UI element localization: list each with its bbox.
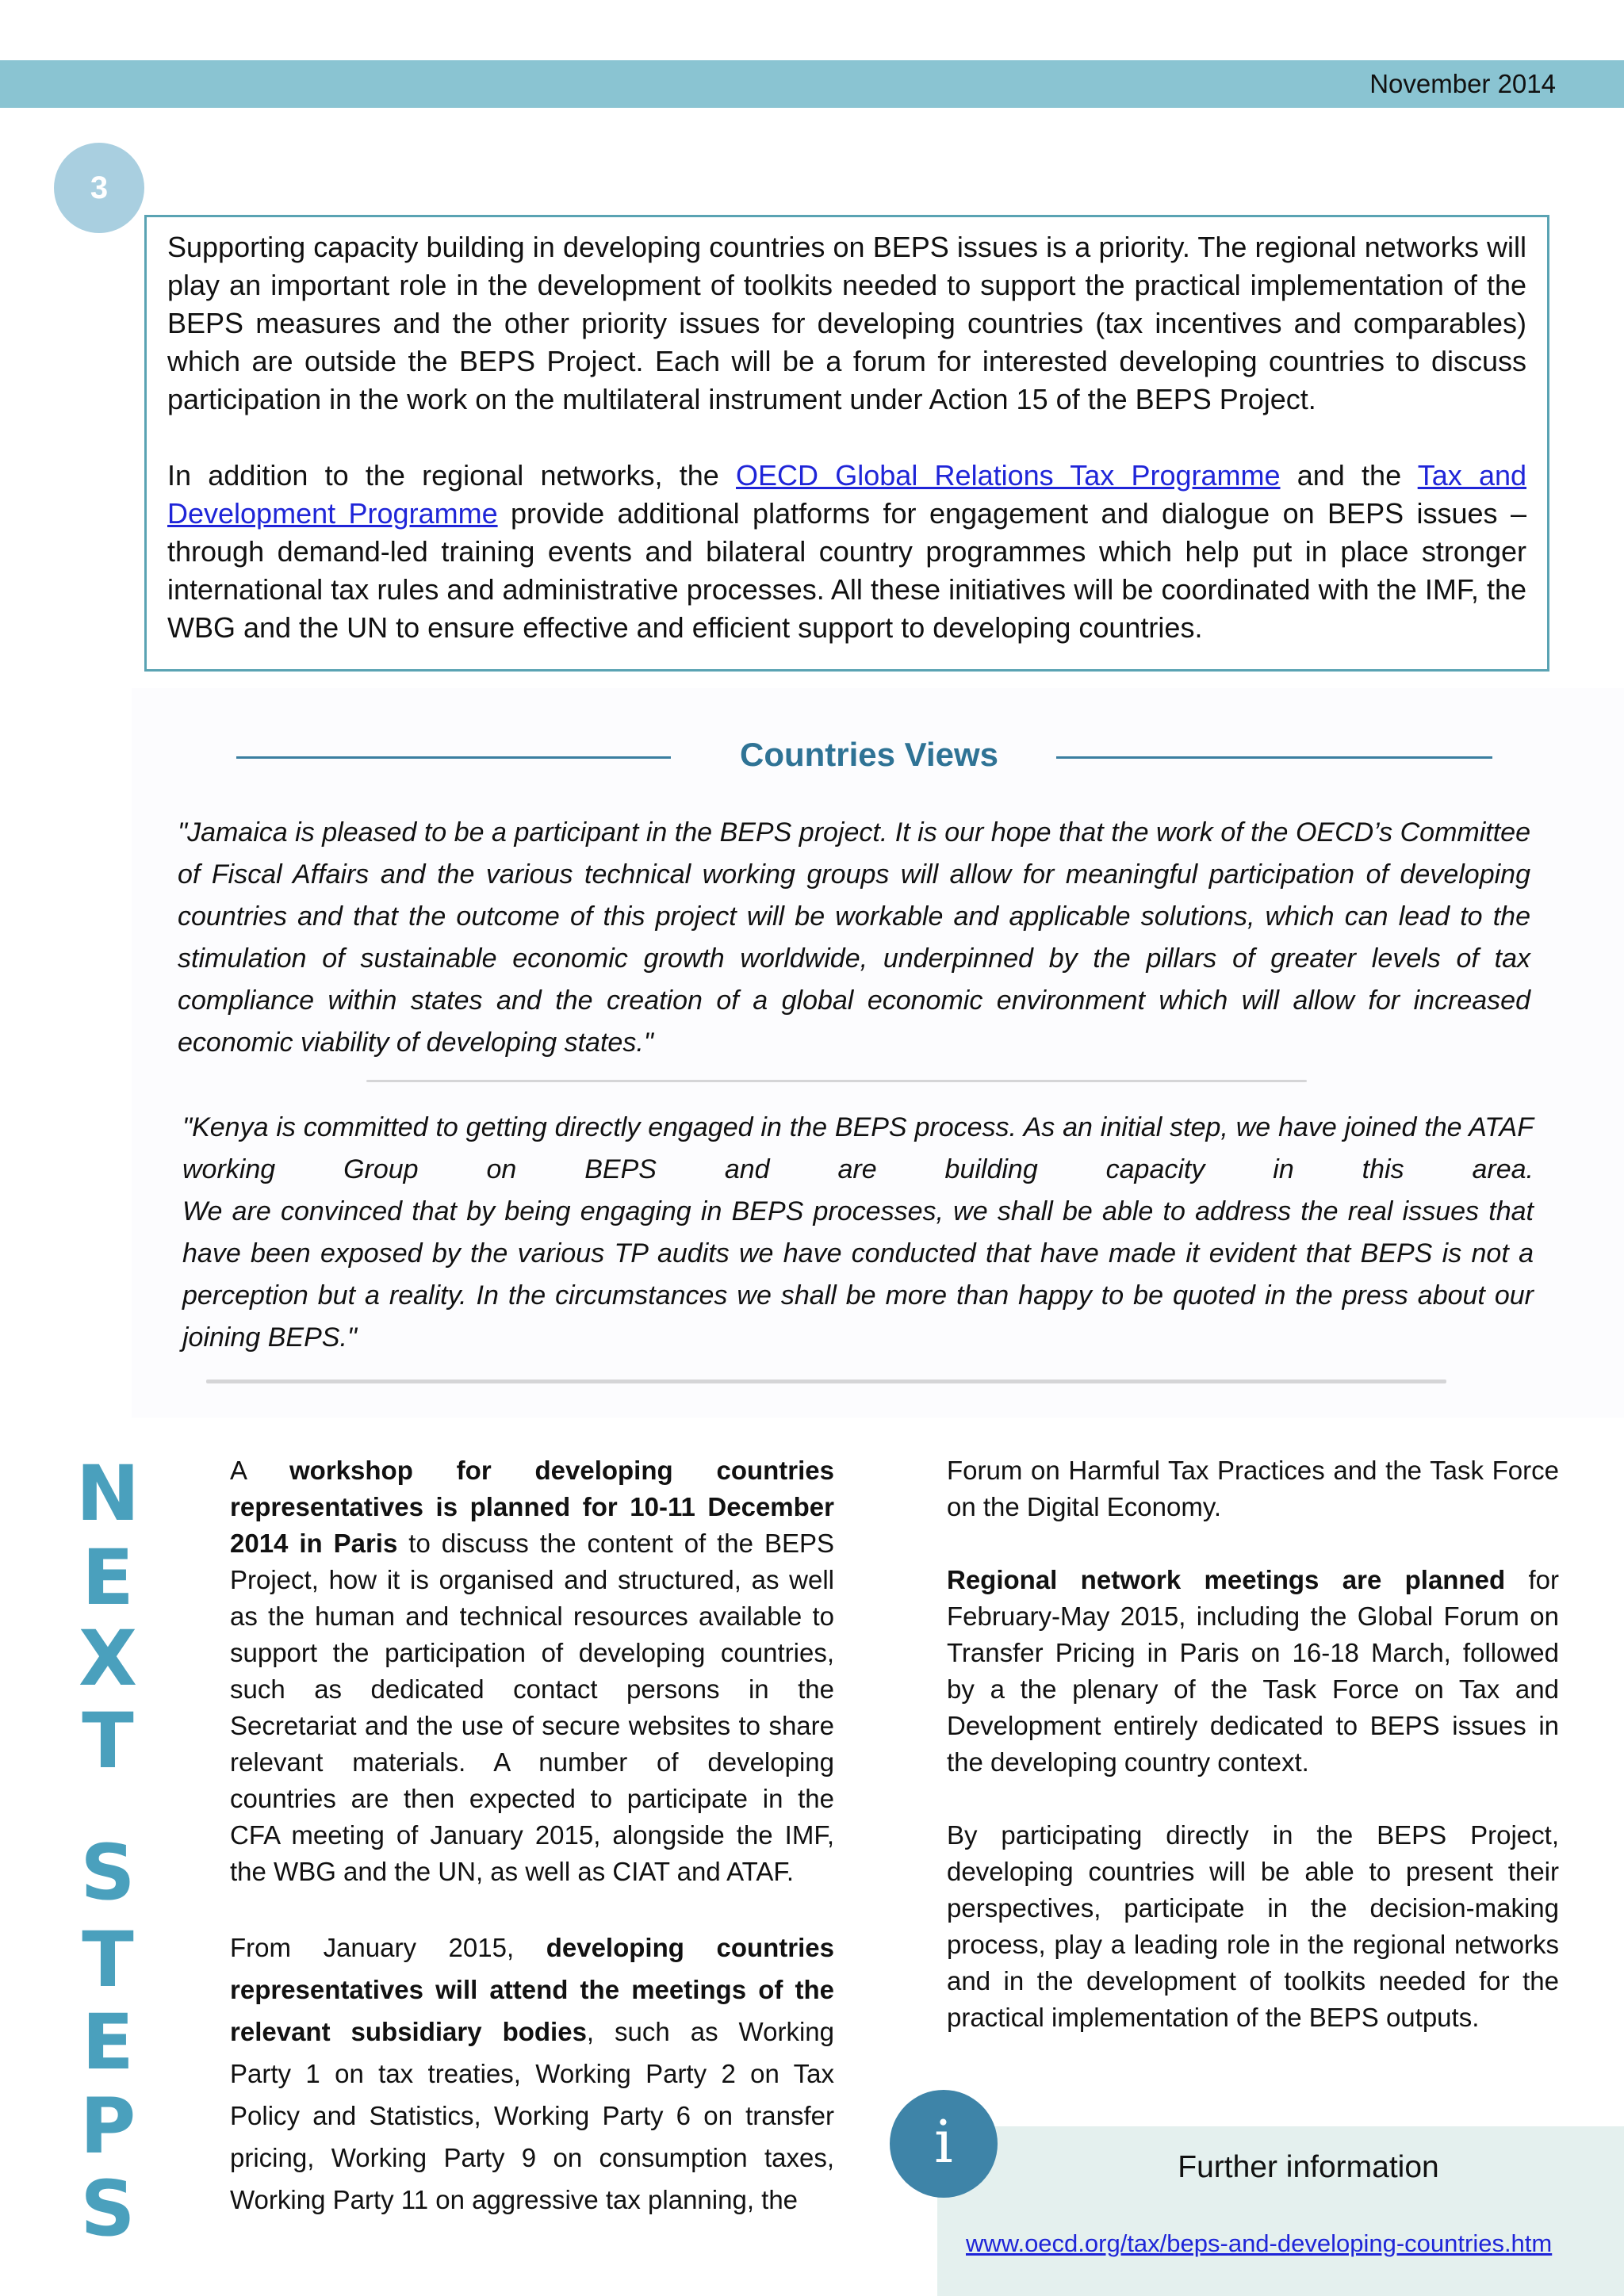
info-icon: i xyxy=(890,2090,998,2198)
countries-views-title: Countries Views xyxy=(740,736,998,773)
further-info-link[interactable]: www.oecd.org/tax/beps-and-developing-countries.htm xyxy=(966,2229,1553,2257)
next-steps-letter: E xyxy=(82,1533,134,1622)
body-text: A xyxy=(230,1456,290,1485)
tax-development-link[interactable]: Tax and Development Programme xyxy=(167,459,1527,530)
issue-date: November 2014 xyxy=(1369,69,1556,98)
intro-paragraph-2 xyxy=(167,457,1526,647)
title-rule-left xyxy=(236,756,671,759)
body-text: to discuss the content of the BEPS Project, how it is organised and structured, as well as the human and technical resources available to support the participation of developing countries, such as dedicated contact persons in the Secretariat and the use of secure websites to share relevant materials. A number of developing countries are then expected to participate in the CFA meeting of January 2015, alongside the IMF, the WBG and the UN, as well as CIAT and ATAF. xyxy=(230,1529,834,1886)
subsidiary-bodies-paragraph xyxy=(230,1927,834,2221)
forum-paragraph: Forum on Harmful Tax Practices and the Task Force on the Digital Economy. xyxy=(947,1456,1559,1521)
next-steps-letter: E xyxy=(82,1998,134,2087)
intro-box xyxy=(144,215,1549,672)
global-relations-link[interactable]: OECD Global Relations Tax Programme xyxy=(736,459,1281,492)
workshop-paragraph xyxy=(230,1452,834,1890)
section-separator xyxy=(206,1380,1446,1383)
next-steps-column-1 xyxy=(230,1452,834,2221)
bold-text: developing countries representatives will attend the meetings of the relevant subsidiary bodies xyxy=(230,1933,834,2046)
page-number-badge: 3 xyxy=(54,143,144,233)
jamaica-quote: "Jamaica is pleased to be a participant in the BEPS project. It is our hope that the work of the OECD’s Committee of Fiscal Affairs and the various technical working groups will allow for meaningful participation of developing countries and that the outcome of this project will be workable and applicable solutions, which can lead to the stimulation of sustainable economic growth worldwide, underpinned by the pillars of greater levels of tax compliance within states and the creation of a global economic environment which will allow for increased economic viability of developing states." xyxy=(178,817,1530,1058)
next-steps-letter: T xyxy=(82,1697,134,1785)
body-text: From January 2015, xyxy=(230,1933,546,1962)
participation-paragraph: By participating directly in the BEPS Project, developing countries will be able to present their perspectives, participate in the decision-making process, play a leading role in the regional networks and in the development of toolkits needed for the practical implementation of the BEPS outputs. xyxy=(947,1820,1559,2032)
kenya-quote-line2: We are convinced that by being engaging in BEPS processes, we shall be able to address the real issues that have been exposed by the various TP audits we have conducted that have made it evident that BEPS is not a perception but a reality. In the circumstances we shall be more than happy to be quoted in the press about our joining BEPS." xyxy=(182,1196,1534,1353)
kenya-quote-block xyxy=(182,1107,1534,1359)
body-text: for February-May 2015, including the Global Forum on Transfer Pricing in Paris on 16-18 March, followed by a the plenary of the Task Force on Tax and Development entirely dedicated to BEPS issues in the developing country context. xyxy=(947,1565,1559,1777)
quote-separator xyxy=(366,1080,1307,1082)
next-steps-letter: T xyxy=(82,1915,134,2004)
intro-text: and the xyxy=(1280,459,1418,492)
regional-meetings-paragraph xyxy=(947,1562,1559,1781)
intro-text: provide additional platforms for engagement and dialogue on BEPS issues – through demand-led training events and bilateral country programmes which help put in place stronger international tax rules and administrative processes. All these initiatives will be coordinated with the IMF, the WBG and the UN to ensure effective and efficient support to developing countries. xyxy=(167,497,1526,644)
next-steps-letter: N xyxy=(75,1449,140,1538)
title-rule-right xyxy=(1056,756,1492,759)
intro-paragraph-1: Supporting capacity building in developing countries on BEPS issues is a priority. The regional networks will play an important role in the development of toolkits needed to support the practical implementation of the BEPS measures and the other priority issues for developing countries (tax incentives and comparables) which are outside the BEPS Project. Each will be a forum for interested developing countries to discuss participation in the work on the multilateral instrument under Action 15 of the BEPS Project. xyxy=(167,231,1526,415)
next-steps-letter: P xyxy=(79,2082,136,2171)
next-steps-column-2 xyxy=(947,1452,1559,2036)
body-text: , such as Working Party 1 on tax treaties, Working Party 2 on Tax Policy and Statistics, Working Party 6 on transfer pricing, Working Party 9 on consumption taxes, Working Party 11 on aggressive tax planning, the xyxy=(230,2017,834,2214)
jamaica-quote-block xyxy=(178,812,1530,1064)
bold-text: Regional network meetings are planned xyxy=(947,1565,1506,1594)
next-steps-letter: S xyxy=(80,2164,136,2253)
kenya-quote-line1: "Kenya is committed to getting directly engaged in the BEPS process. As an initial step, we have joined the ATAF working Group on BEPS and are building capacity in this area. xyxy=(182,1112,1534,1184)
further-info-title: Further information xyxy=(1178,2150,1439,2184)
next-steps-letter: S xyxy=(80,1828,136,1917)
intro-text: In addition to the regional networks, the xyxy=(167,459,737,492)
next-steps-letter: X xyxy=(78,1614,137,1703)
bold-text: workshop for developing countries representatives is planned for 10-11 December 2014 in Paris xyxy=(230,1456,835,1558)
